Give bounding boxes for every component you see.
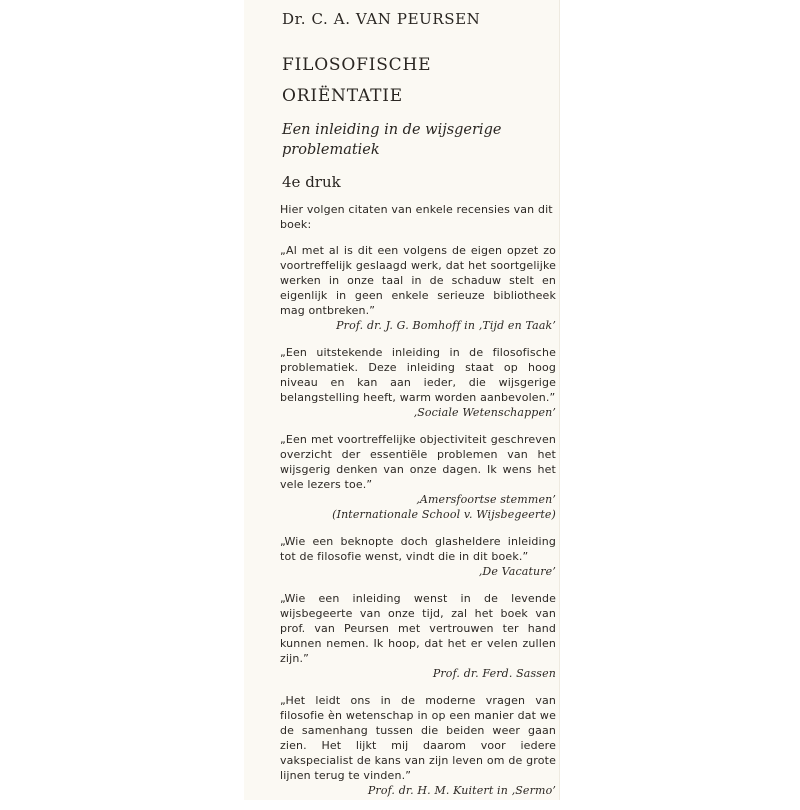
review-source: Prof. dr. J. G. Bomhoff in ‚Tijd en Taak’ [336,319,556,332]
review-quote: „Wie een inleiding wenst in de levende wijsbegeerte van onze tijd, zal het boek van prof. van Peursen met vertrouwen ter hand kunnen nemen. Ik hoop, dat het er velen zullen zijn.” [280,592,556,665]
review-item [280,345,556,420]
review-source: Prof. dr. H. M. Kuitert in ‚Sermo’ [367,784,556,797]
review-quote: „Wie een beknopte doch glasheldere inleiding tot de filosofie wenst, vindt die in dit boek.” [280,535,556,563]
book-subtitle-line-1: Een inleiding in de wijsgerige [282,122,502,138]
book-flap-page [244,0,560,800]
reviews-intro: Hier volgen citaten van enkele recensies van dit boek: [280,203,553,231]
reviews-section [280,202,556,810]
book-title-line-2: ORIËNTATIE [282,86,403,106]
review-item [280,591,556,681]
review-quote: „Al met al is dit een volgens de eigen opzet zo voortreffelijk geslaagd werk, dat het soortgelijke werken in onze taal in de schaduw stelt en eigenlijk in geen enkele serieuze bibliotheek mag ontbreken.” [280,244,556,317]
review-source: ‚De Vacature’ [478,565,556,578]
review-source: ‚Amersfoortse stemmen’ [416,493,556,506]
review-quote: „Een uitstekende inleiding in de filosofische problematiek. Deze inleiding staat op hoog niveau en kan aan ieder, die wijsgerige belangstelling heeft, warm worden aanbevolen.” [280,346,556,404]
review-item [280,243,556,333]
review-item [280,432,556,522]
book-subtitle [282,120,501,160]
review-quote: „Het leidt ons in de moderne vragen van filosofie èn wetenschap in op een manier dat we de samenhang tussen die beiden weer gaan zien. Het lijkt mij daarom voor iedere vakspecialist de kans van zijn leven om de grote lijnen terug te vinden.” [280,694,556,782]
review-source-affiliation: (Internationale School v. Wijsbegeerte) [332,508,556,521]
edition-label: 4e druk [282,173,341,191]
review-source: ‚Sociale Wetenschappen’ [413,406,556,419]
book-subtitle-line-2: problematiek [282,142,380,158]
book-title [282,50,431,112]
review-quote: „Een met voortreffelijke objectiviteit geschreven overzicht der essentiële problemen van het wijsgerig denken van onze dagen. Ik wens het vele lezers toe.” [280,433,556,491]
review-item [280,693,556,798]
review-source: Prof. dr. Ferd. Sassen [432,667,556,680]
author-name: Dr. C. A. VAN PEURSEN [282,10,481,28]
review-item [280,534,556,579]
book-title-line-1: FILOSOFISCHE [282,55,432,75]
